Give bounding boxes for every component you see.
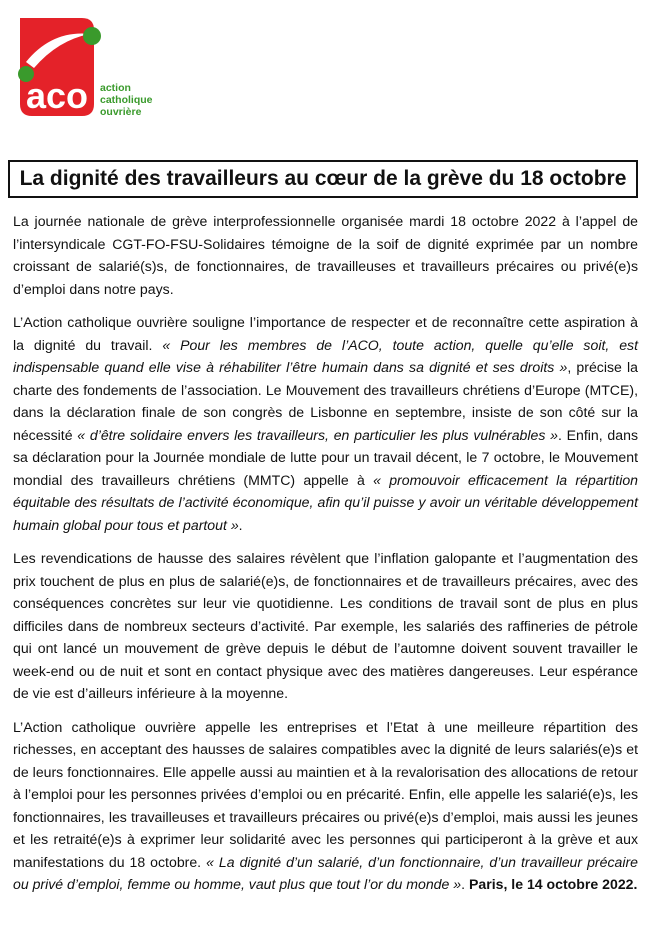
logo-acronym: aco (25, 75, 89, 116)
document-body (13, 210, 638, 896)
p2-quote-mtce: « d’être solidaire envers les travailleurs, en particulier les plus vulnérables » (77, 426, 558, 443)
paragraph-2 (13, 311, 638, 536)
p4-quote: « La dignité d’un salarié, d’un fonctionnaire, d’un travailleur précaire ou privé d’emploi, femme ou homme, vaut plus que tout l’or du monde » (13, 853, 638, 892)
logo-line-catholique: catholique (100, 94, 153, 106)
page-title: La dignité des travailleurs au cœur de la grève du 18 octobre (19, 167, 627, 190)
p2-quote-aco: « Pour les membres de l’ACO, toute action, quelle qu’elle soit, est indispensable quand elle vise à réhabiliter l’être humain dans sa dignité et ses droits » (13, 336, 638, 375)
p2-text-3: . Enfin, dans sa déclaration pour la Journée mondiale de lutte pour un travail décent, le 7 octobre, le Mouvement mondial des travailleurs chrétiens (MMTC) appelle à (13, 426, 638, 488)
logo-line-ouvriere: ouvrière (100, 106, 142, 118)
p2-quote-mmtc: « promouvoir efficacement la répartition équitable des résultats de l’activité économique, afin qu’il puisse y avoir un véritable développement humain global pour tous et partout » (13, 471, 639, 533)
signature-date: Paris, le 14 octobre 2022. (468, 876, 638, 892)
logo-line-action: action (100, 82, 131, 94)
p3-text: Les revendications de hausse des salaires révèlent que l’inflation galopante et l’augmentation des prix touchent de plus en plus de salarié(e)s, de fonctionnaires et de travailleurs précaires, avec des conséquences concrètes sur leur vie quotidienne. Les conditions de travail sont de plus en plus difficiles dans de nombreux secteurs d’activité. Par exemple, les salariés des raffineries de pétrole qui ont lancé un mouvement de grève depuis le début de l’automne doivent souvent travailler le week-end ou de nuit et sont en contact physique avec des matières dangereuses. Leur espérance de vie est d’ailleurs inférieure à la moyenne. (13, 550, 638, 701)
p4-text-2: . (461, 876, 469, 892)
p2-text-2: , précise la charte des fondements de l’association. Le Mouvement des travailleurs chrétiens d’Europe (MTCE), dans la déclaration finale de son congrès de Lisbonne en septembre, insiste de son côté sur la nécessité (13, 359, 638, 443)
aco-logo-emblem (12, 12, 102, 120)
logo-text (100, 82, 153, 118)
paragraph-4 (13, 716, 638, 896)
p2-text-4: . (238, 516, 243, 533)
title-box (8, 160, 638, 198)
paragraph-3 (13, 547, 638, 705)
p1-text: La journée nationale de grève interprofessionnelle organisée mardi 18 octobre 2022 à l’appel de l’intersyndicale CGT-FO-FSU-Solidaires témoigne de la soif de dignité exprimée par un nombre croissant de salarié(s)s, de fonctionnaires, de travailleuses et travailleurs précaires ou privé(e)s d’emploi dans notre pays. (13, 213, 638, 297)
paragraph-1 (13, 210, 638, 300)
p4-text-1: L’Action catholique ouvrière appelle les entreprises et l’Etat à une meilleure répartition des richesses, en acceptant des hausses de salaires compatibles avec la dignité de leurs salariés(e)s et de leurs fonctionnaires. Elle appelle aussi au maintien et à la revalorisation des allocations de retour à l’emploi pour les personnes privées d’emploi ou en précarité. Enfin, elle appelle les salarié(e)s, les fonctionnaires, les travailleuses et travailleurs précaires ou privé(e)s d’emploi, mais aussi les jeunes et les retraité(e)s à exprimer leur solidarité avec les personnes qui participeront à la grève et aux manifestations du 18 octobre. (13, 718, 638, 870)
p2-text-1: L’Action catholique ouvrière souligne l’importance de respecter et de reconnaître cette aspiration à la dignité du travail. (13, 314, 638, 353)
aco-logo (12, 12, 172, 122)
